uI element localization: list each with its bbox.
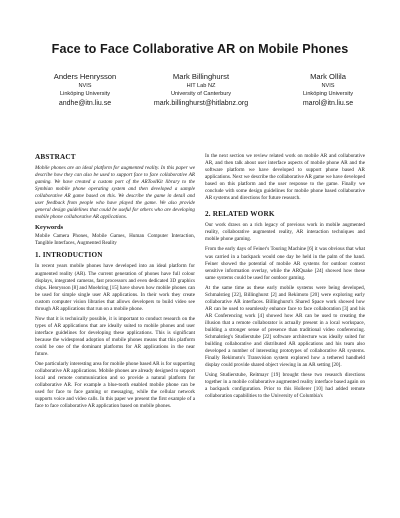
author-email: mark.billinghurst@hitlabnz.org [153, 100, 249, 107]
paragraph: In recent years mobile phones have developed into an ideal platform for augmented reality (AR). The current generation of phones have full colour displays, integrated cameras, fast processors and even dedicated 3D graphics chips. Henrysson [8] and Moehring [15] have shown how mobile phones can be used for simple single user AR applications. In their work they create custom computer vision libraries that allows developers to build video see through AR applications that run on a mobile phone. [35, 263, 195, 312]
introduction-heading: 1. INTRODUCTION [35, 251, 103, 260]
paragraph: Now that it is technically possible, it is important to conduct research on the types of AR applications that are ideally suited to mobile phones and user interface guidelines for developing these applications. This is significant because the widespread adoption of mobile phones means that this platform could be one of the dominant platforms for AR applications in the near future. [35, 315, 195, 358]
author-block [278, 72, 378, 109]
paragraph: In the next section we review related work on mobile AR and collaborative AR, and then talk about user interface aspects of mobile phone AR and the software platform we have developed to support phone based AR applications. Next we describe the collaborative AR game we have developed based on this platform and the user response to the game. Finally we conclude with some design guidelines for mobile phone based collaborative AR systems and directions for future research. [205, 153, 366, 202]
paragraph: Our work draws on a rich legacy of previous work in mobile augmented reality, collaborative augmented reality, AR interaction techniques and mobile phone gaming. [205, 222, 365, 243]
author-email: andhe@itn.liu.se [58, 100, 112, 107]
paper-title: Face to Face Collaborative AR on Mobile Phones [51, 42, 349, 56]
author-institution: Linköping University [59, 91, 111, 97]
abstract-heading: ABSTRACT [35, 153, 76, 161]
abstract-text: Mobile phones are an ideal platform for augmented reality. In this paper we describe how they can also be used to support face to face collaborative AR gaming. We have created a custom port of the ARToolKit library to the Symbian mobile phone operating system and then developed a sample collaborative AR game based on this. We describe the game in detail and user feedback from people who have played the game. We also provide general design guidelines that could be useful for others who are developing mobile phone collaborative AR applications. [35, 165, 195, 221]
left-column [35, 153, 195, 413]
author-email: marol@itn.liu.se [302, 100, 354, 107]
paragraph: From the early days of Feiner's Touring Machine [6] it was obvious that what was carried in a backpack would one day be held in the palm of the hand. Feiner showed the potential of mobile AR systems for outdoor context sensitive information overlay, while the ARQuake [24] showed how these same systems could be used for outdoor gaming. [205, 246, 365, 281]
author-name: Mark Ollila [310, 72, 346, 81]
author-dept: NVIS [78, 83, 92, 89]
author-block [136, 72, 266, 109]
keywords-text: Mobile Camera Phones, Mobile Games, Human Computer Interaction, Tangible Interfaces, Augmented Reality [35, 233, 195, 247]
paragraph: At the same time as these early mobile systems were being developed, Schmalstieg [22], Billinghurst [2] and Rekimoto [20] were exploring early collaborative AR interfaces. Billinghurst's Shared Space work showed how AR can be used to seamlessly enhance face to face collaboration [3] and his AR Conferencing work [4] showed how AR can be used to creating the illusion that a remote collaborator is actually present in a local workspace, building a stronger sense of presence than traditional video conferencing. Schmalstieg's Studierstube [22] software architecture was ideally suited for building collaborative and distributed AR applications and his team also developed a number of interesting prototypes of collaborative AR systems. Finally Rekimoto's Transvision system explored how a tethered handheld display could provide shared object viewing in an AR setting [20]. [205, 284, 365, 369]
paragraph: One particularly interesting area for mobile phone based AR is for supporting collaborative AR applications. Mobile phones are already designed to support local and remote communication and so provide a natural platform for collaborative AR. For example a blue-tooth enabled mobile phone can be used for face to face gaming or messaging, while the cellular network supports voice and video calls. In this paper we present the first example of a face to face collaborative AR application based on mobile phones. [35, 361, 195, 410]
author-institution: University of Canterbury [171, 91, 231, 97]
author-name: Mark Billinghurst [172, 72, 230, 81]
right-column [205, 153, 365, 403]
related-work-heading: 2. RELATED WORK [205, 210, 275, 219]
keywords-heading: Keywords [35, 224, 64, 232]
author-institution: Linköping University [302, 91, 354, 97]
paragraph: Using Studierstube, Reitmayr [19] brought these two research directions together in a mobile collaborative augmented reality interface based again on a backpack configuration. Prior to this Hollerer [10] had added remote collaboration capabilities to the University of Columbia's [205, 372, 365, 400]
author-block [36, 72, 134, 109]
author-name: Anders Henrysson [53, 72, 117, 81]
author-dept: HIT Lab NZ [186, 83, 216, 89]
author-dept: NVIS [321, 83, 335, 89]
